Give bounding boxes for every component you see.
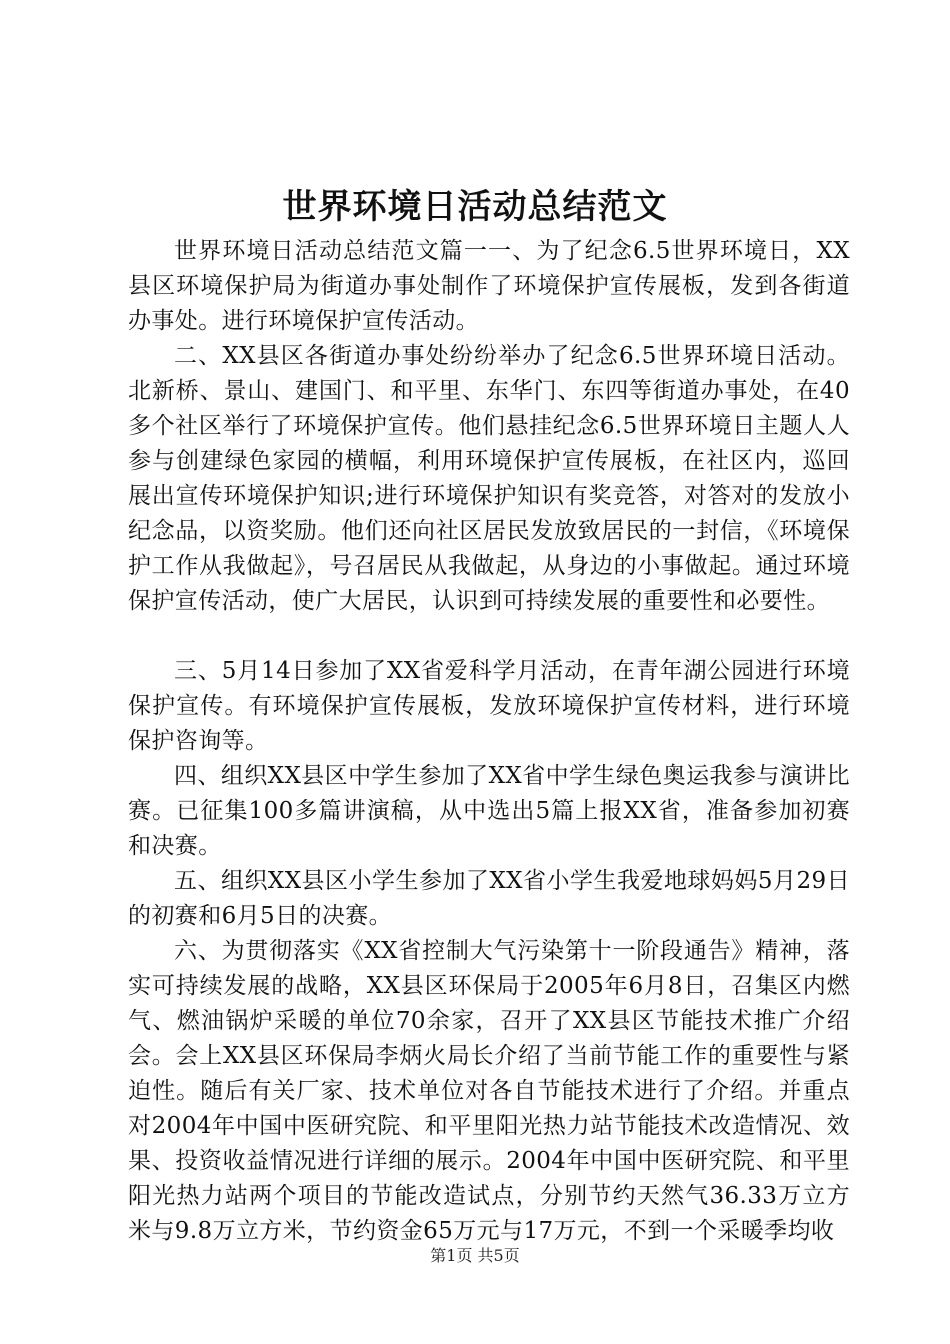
paragraph-1: 世界环境日活动总结范文篇一一、为了纪念6.5世界环境日，XX县区环境保护局为街道办事处制作了环境保护宣传展板，发到各街道办事处。进行环境保护宣传活动。: [128, 238, 850, 334]
paragraph-6: 六、为贯彻落实《XX省控制大气污染第十一阶段通告》精神，落实可持续发展的战略，XX县区环保局于2005年6月8日，召集区内燃气、燃油锅炉采暖的单位70余家，召开了XX县区节能技术推广介绍会。会上XX县区环保局李炳火局长介绍了当前节能工作的重要性与紧迫性。随后有关厂家、技术单位对各自节能技术进行了介绍。并重点对2004年中国中医研究院、和平里阳光热力站节能技术改造情况、效果、投资收益情况进行详细的展示。2004年中国中医研究院、和平里阳光热力站两个项目的节能改造试点，分别节约天然气36.33万立方米与9.8万立方米，节约资金65万元与17万元，不到一个采暖季均收: [128, 938, 850, 1244]
document-title: 世界环境日活动总结范文: [282, 187, 668, 227]
paragraph-5: 五、组织XX县区小学生参加了XX省小学生我爱地球妈妈5月29日的初赛和6月5日的决赛。: [128, 868, 850, 929]
page-number-footer: 第1页 共5页: [430, 1246, 520, 1265]
document-body: [128, 234, 850, 1249]
paragraph-2: 二、XX县区各街道办事处纷纷举办了纪念6.5世界环境日活动。北新桥、景山、建国门、和平里、东华门、东四等街道办事处，在40多个社区举行了环境保护宣传。他们悬挂纪念6.5世界环境日主题人人参与创建绿色家园的横幅，利用环境保护宣传展板，在社区内，巡回展出宣传环境保护知识;进行环境保护知识有奖竞答，对答对的发放小纪念品，以资奖励。他们还向社区居民发放致居民的一封信，《环境保护工作从我做起》，号召居民从我做起，从身边的小事做起。通过环境保护宣传活动，使广大居民，认识到可持续发展的重要性和必要性。: [128, 343, 850, 614]
paragraph-4: 四、组织XX县区中学生参加了XX省中学生绿色奥运我参与演讲比赛。已征集100多篇讲演稿，从中选出5篇上报XX省，准备参加初赛和决赛。: [128, 763, 850, 859]
paragraph-3: 三、5月14日参加了XX省爱科学月活动，在青年湖公园进行环境保护宣传。有环境保护宣传展板，发放环境保护宣传材料，进行环境保护咨询等。: [128, 658, 850, 754]
